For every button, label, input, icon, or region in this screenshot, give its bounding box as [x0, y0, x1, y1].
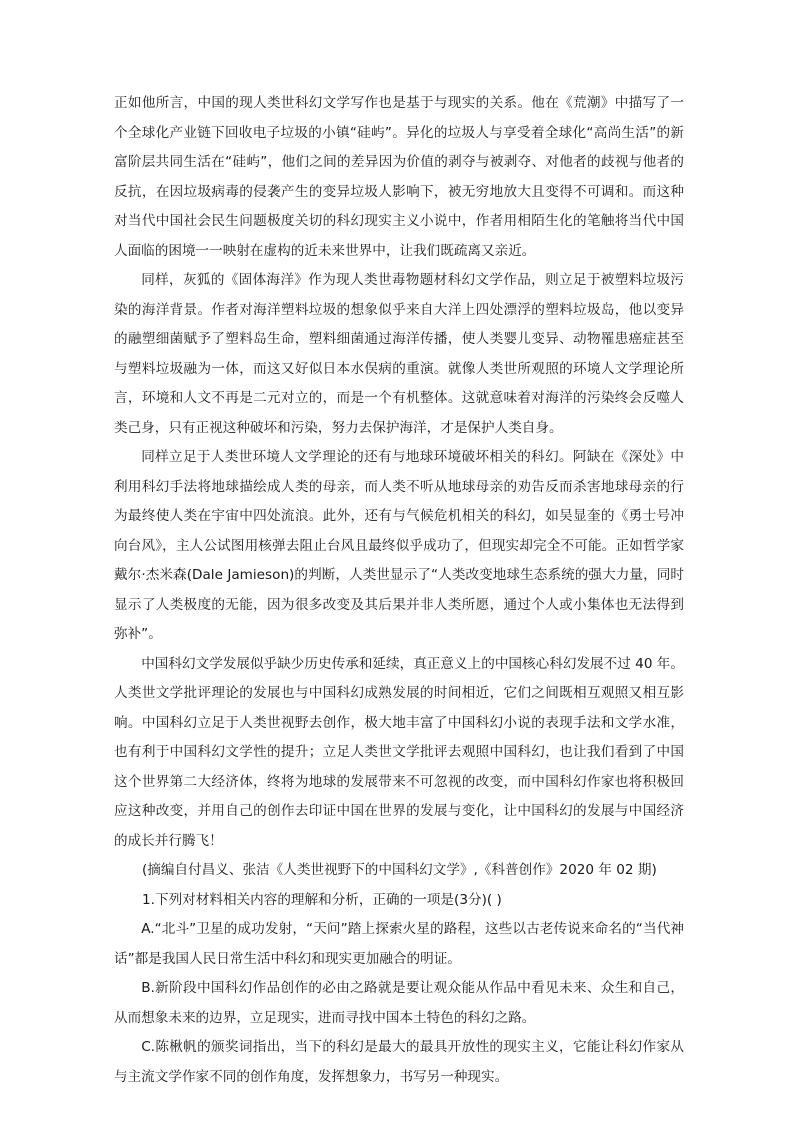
paragraph-environment-humanities: 同样立足于人类世环境人文学理论的还有与地球环境破坏相关的科幻。阿缺在《深处》中利用科幻手法将地球描绘成人类的母亲，而人类不听从地球母亲的劝告反而杀害地球母亲的行为最终使人类在宇宙中四处流浪。此外，还有与气候危机相关的科幻，如吴显奎的《勇士号冲向台风》，主人公试图用核弹去阻止台风且最终似乎成功了，但现实却完全不可能。正如哲学家戴尔·杰米森(Dale Jamieson)的判断，人类世显示了“人类改变地球生态系统的强大力量，同时显示了人类极度的无能，因为很多改变及其后果并非人类所愿，通过个人或小集体也无法得到弥补”。 — [114, 449, 684, 642]
option-b: B.新阶段中国科幻作品创作的必由之路就是要让观众能从作品中看见未来、众生和自己，从而想象未来的边界，立足现实，进而寻找中国本土特色的科幻之路。 — [114, 980, 684, 1026]
document-page — [114, 89, 684, 1092]
option-a: A.“北斗”卫星的成功发射，“天问”踏上探索火星的路程，这些以古老传说来命名的“当代神话”都是我国人民日常生活中科幻和现实更加融合的明证。 — [114, 921, 684, 967]
paragraph-huangchao: 正如他所言，中国的现人类世科幻文学写作也是基于与现实的关系。他在《荒潮》中描写了一个全球化产业链下回收电子垃圾的小镇“硅屿”。异化的垃圾人与享受着全球化“高尚生活”的新富阶层共同生活在“硅屿”，他们之间的差异因为价值的剥夺与被剥夺、对他者的歧视与他者的反抗，在因垃圾病毒的侵袭产生的变异垃圾人影响下，被无穷地放大且变得不可调和。而这种对当代中国社会民生问题极度关切的科幻现实主义小说中，作者用相陌生化的笔触将当代中国人面临的困境一一映射在虚构的近未来世界中，让我们既疏离又亲近。 — [114, 95, 684, 259]
paragraph-conclusion: 中国科幻文学发展似乎缺少历史传承和延续，真正意义上的中国核心科幻发展不过 40 年。人类世文学批评理论的发展也与中国科幻成熟发展的时间相近，它们之间既相互观照又相互影响。中国科幻立足于人类世视野去创作，极大地丰富了中国科幻小说的表现手法和文学水准，也有利于中国科幻文学性的提升；立足人类世文学批评去观照中国科幻，也让我们看到了中国这个世界第二大经济体，终将为地球的发展带来不可忽视的改变，而中国科幻作家也将积极回应这种改变，并用自己的创作去印证中国在世界的发展与变化，让中国科幻的发展与中国经济的成长并行腾飞！ — [114, 655, 684, 849]
paragraph-solid-ocean: 同样，灰狐的《固体海洋》作为现人类世毒物题材科幻文学作品，则立足于被塑料垃圾污染的海洋背景。作者对海洋塑料垃圾的想象似乎来自大洋上四处漂浮的塑料垃圾岛，他以变异的融塑细菌赋予了塑料岛生命，塑料细菌通过海洋传播，使人类婴儿变异、动物罹患癌症甚至与塑料垃圾融为一体，而这又好似日本水俣病的重演。就像人类世所观照的环境人文学理论所言，环境和人文不再是二元对立的，而是一个有机整体。这就意味着对海洋的污染终会反噬人类己身，只有正视这种破坏和污染，努力去保护海洋，才是保护人类自身。 — [114, 272, 684, 436]
question-stem: 1.下列对材料相关内容的理解和分析，正确的一项是(3分)( ) — [142, 891, 502, 908]
option-c: C.陈楸帆的颁奖词指出，当下的科幻是最大的最具开放性的现实主义，它能让科幻作家从与主流文学作家不同的创作角度，发挥想象力，书写另一种现实。 — [114, 1039, 684, 1085]
source-citation: (摘编自付昌义、张洁《人类世视野下的中国科幻文学》,《科普创作》2020 年 02 期) — [142, 862, 657, 878]
